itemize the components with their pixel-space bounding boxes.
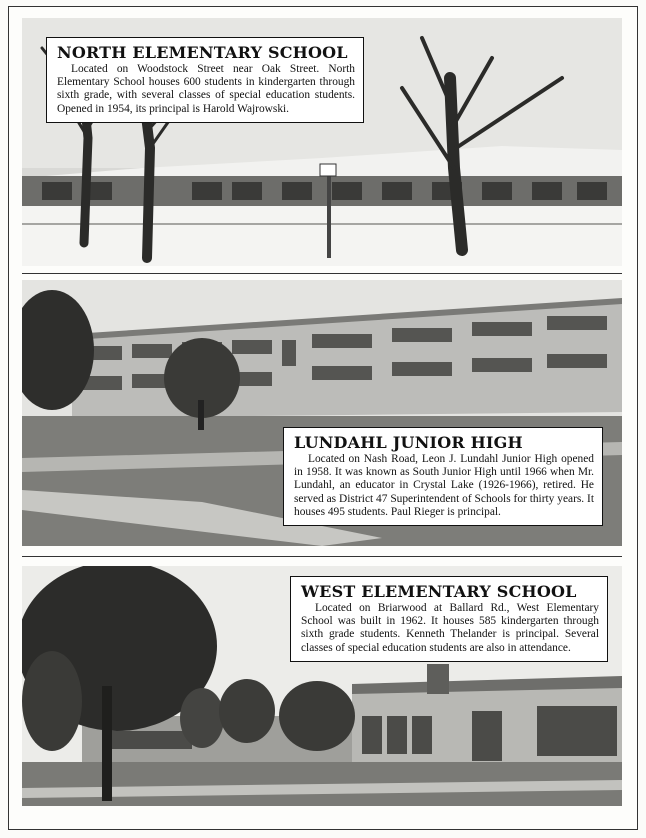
west-elementary-caption (290, 576, 608, 662)
section-body: Located on Nash Road, Leon J. Lundahl Junior High opened in 1958. It was known as South Junior High until 1966 when Mr. Lundahl, an educator in Crystal Lake (1926-1966), retired. He served as District 47 Superintendent of Schools for thirty years. It houses 495 students. Paul Rieger is principal. (294, 453, 594, 518)
section-body: Located on Briarwood at Ballard Rd., West Elementary School was built in 1962. It houses 585 kindergarten through sixth grade students. Kenneth Thelander is principal. Several classes of special education students are also in attendance. (301, 602, 599, 654)
lundahl-junior-high-caption (283, 427, 603, 526)
section-title: LUNDAHL JUNIOR HIGH (294, 433, 523, 452)
north-elementary-caption (46, 37, 364, 123)
section-body: Located on Woodstock Street near Oak Street. North Elementary School houses 600 students in kindergarten through sixth grade, with several classes of special education students. Opened in 1954, its principal is Harold Wajrowski. (57, 63, 355, 115)
section-divider (22, 273, 622, 274)
section-title: WEST ELEMENTARY SCHOOL (301, 582, 577, 601)
section-title: NORTH ELEMENTARY SCHOOL (57, 43, 348, 62)
section-divider (22, 556, 622, 557)
